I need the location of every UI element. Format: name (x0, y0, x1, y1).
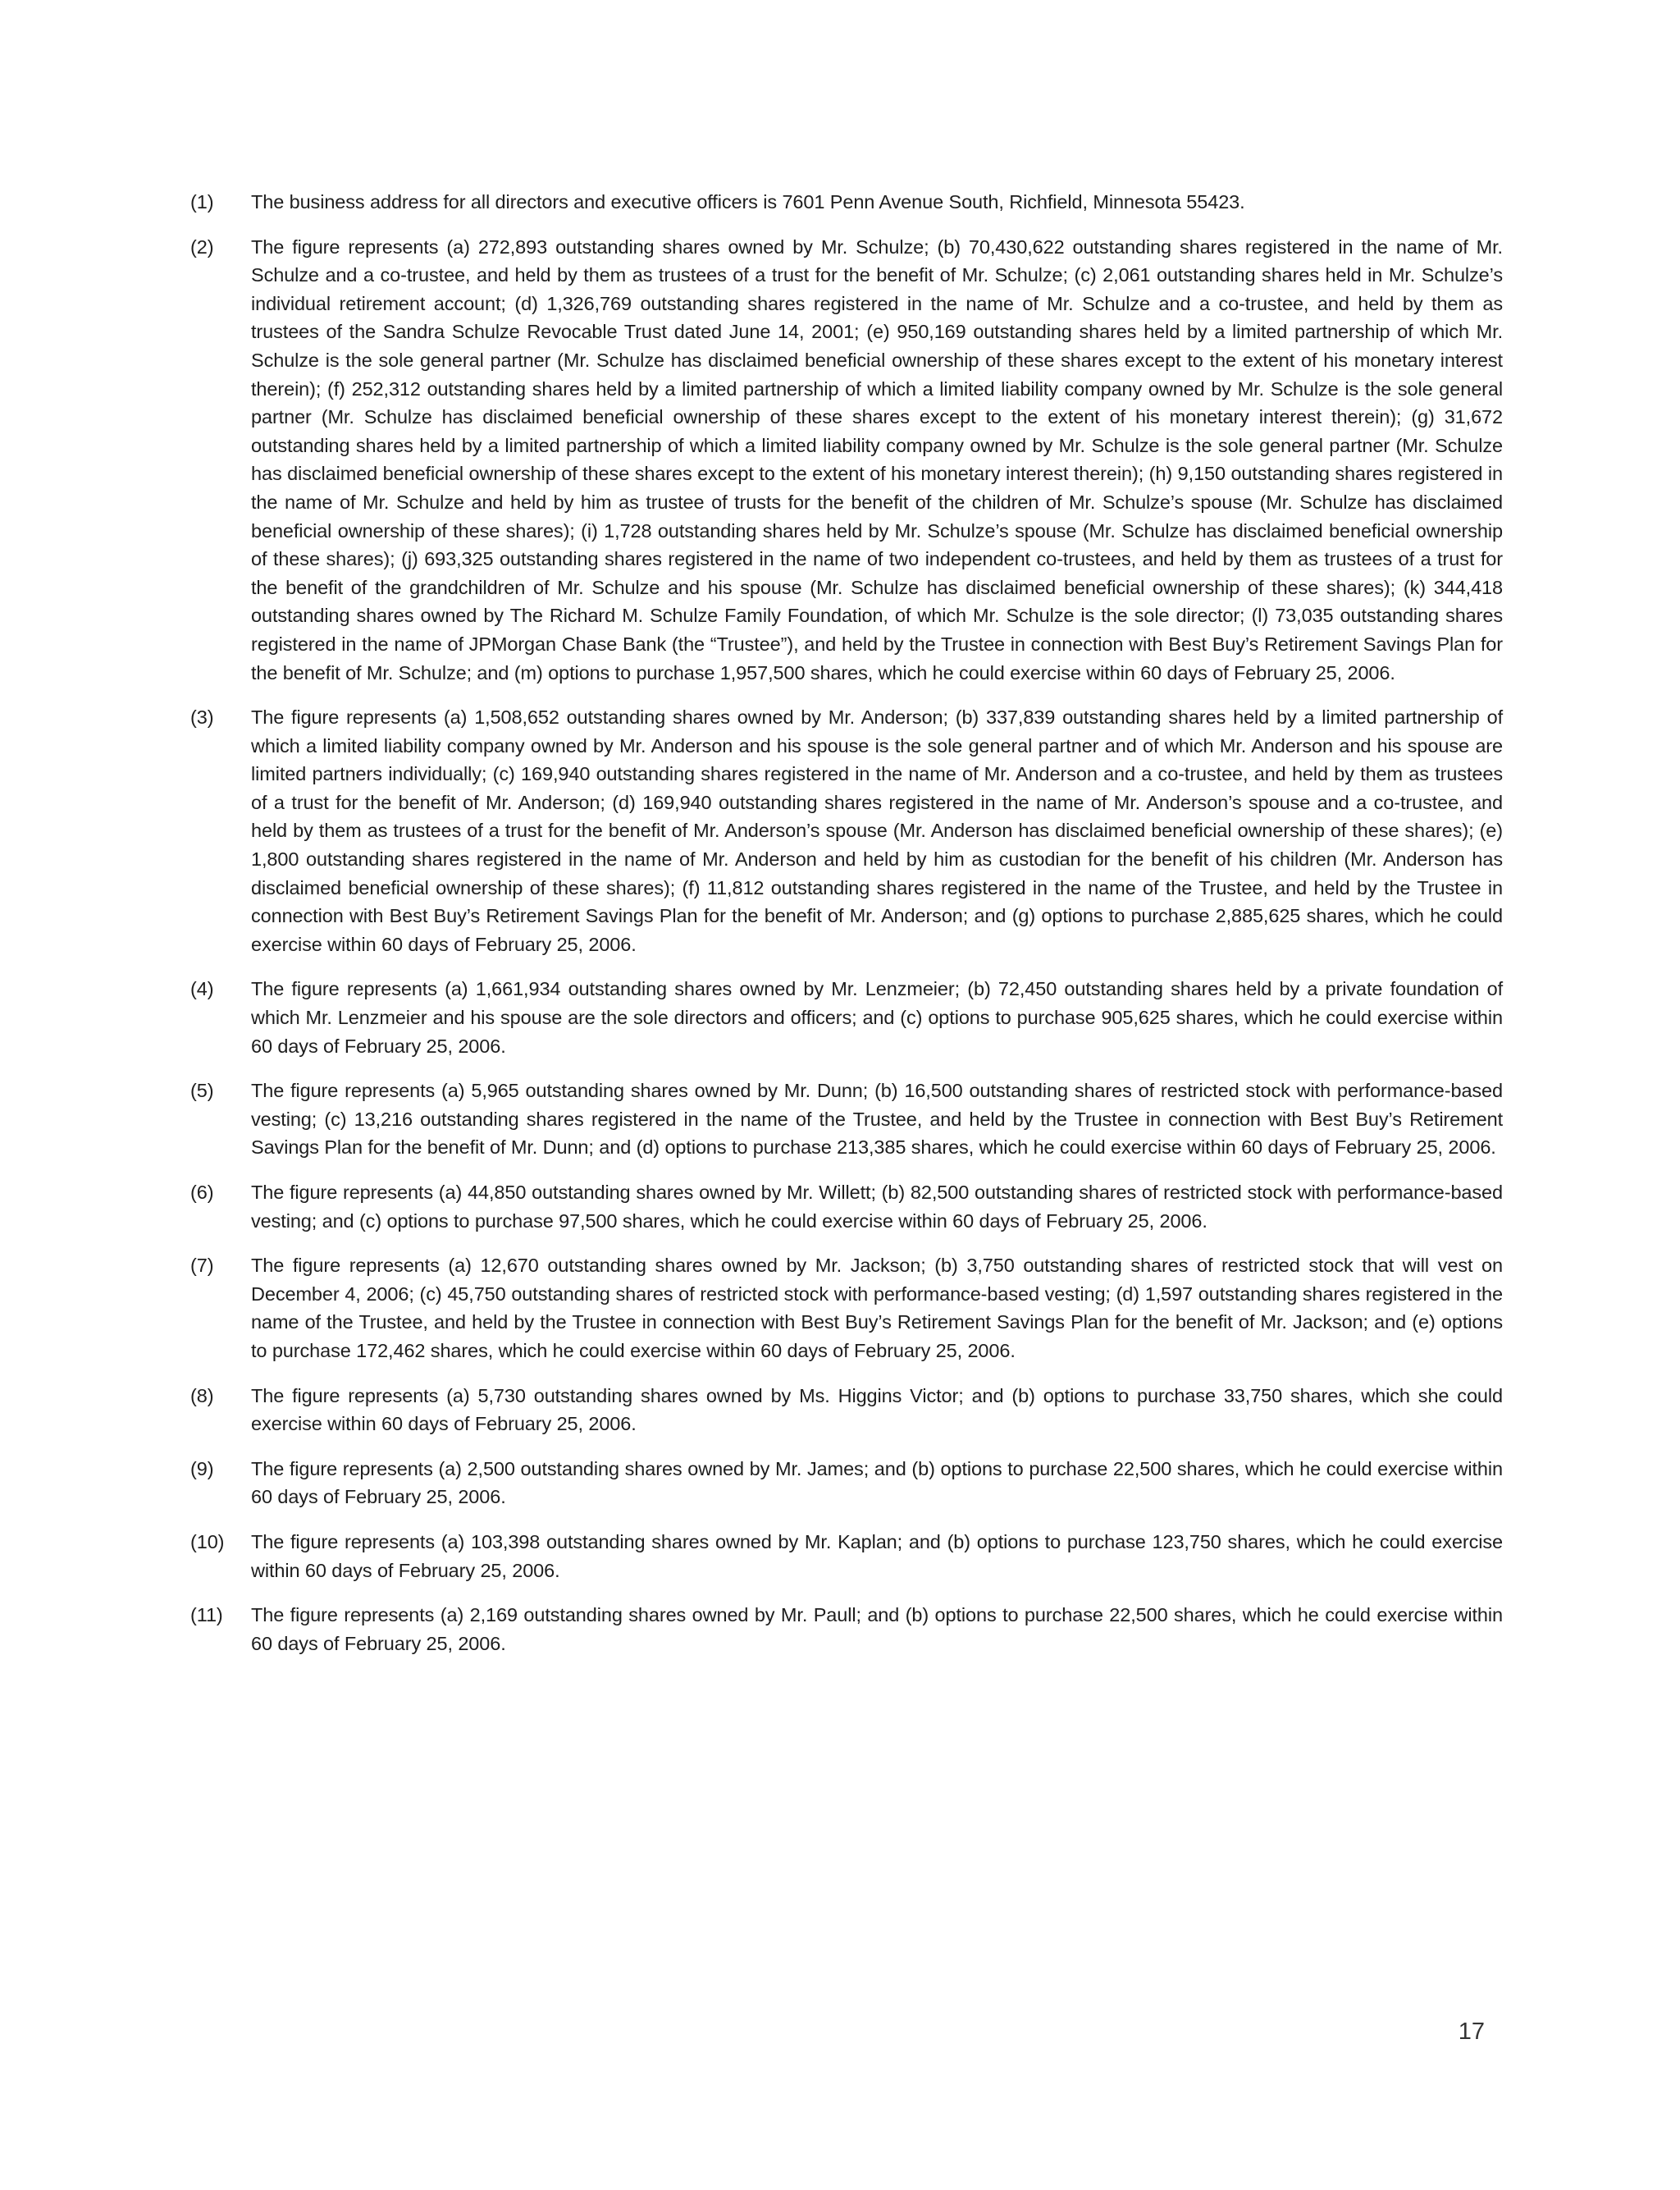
footnote-text: The figure represents (a) 272,893 outstanding shares owned by Mr. Schulze; (b) 70,430,622 outstanding shares registered in the name of Mr. Schulze and a co-trustee, and held by them as trustees of a trust for the benefit of Mr. Schulze; (c) 2,061 outstanding shares held in Mr. Schulze’s individual retirement account; (d) 1,326,769 outstanding shares registered in the name of Mr. Schulze and a co-trustee, and held by them as trustees of the Sandra Schulze Revocable Trust dated June 14, 2001; (e) 950,169 outstanding shares held by a limited partnership of which Mr. Schulze is the sole general partner (Mr. Schulze has disclaimed beneficial ownership of these shares except to the extent of his monetary interest therein); (f) 252,312 outstanding shares held by a limited partnership of which a limited liability company owned by Mr. Schulze is the sole general partner (Mr. Schulze has disclaimed beneficial ownership of these shares except to the extent of his monetary interest therein); (g) 31,672 outstanding shares held by a limited partnership of which a limited liability company owned by Mr. Schulze is the sole general partner (Mr. Schulze has disclaimed beneficial ownership of these shares except to the extent of his monetary interest therein); (h) 9,150 outstanding shares registered in the name of Mr. Schulze and held by him as trustee of trusts for the benefit of the children of Mr. Schulze’s spouse (Mr. Schulze has disclaimed beneficial ownership of these shares); (i) 1,728 outstanding shares held by Mr. Schulze’s spouse (Mr. Schulze has disclaimed beneficial ownership of these shares); (j) 693,325 outstanding shares registered in the name of two independent co-trustees, and held by them as trustees of a trust for the benefit of the grandchildren of Mr. Schulze and his spouse (Mr. Schulze has disclaimed beneficial ownership of these shares); (k) 344,418 outstanding shares owned by The Richard M. Schulze Family Foundation, of which Mr. Schulze is the sole director; (l) 73,035 outstanding shares registered in the name of JPMorgan Chase Bank (the “Trustee”), and held by the Trustee in connection with Best Buy’s Retirement Savings Plan for the benefit of Mr. Schulze; and (m) options to purchase 1,957,500 shares, which he could exercise within 60 days of February 25, 2006. (251, 235, 1503, 684)
footnote-3 (190, 703, 1503, 958)
footnote-number: (8) (190, 1384, 214, 1406)
footnote-number: (7) (190, 1255, 214, 1277)
footnotes-list (190, 188, 1503, 1674)
footnote-number: (11) (190, 1604, 223, 1626)
footnote-number: (6) (190, 1182, 214, 1203)
footnote-text: The figure represents (a) 44,850 outstanding shares owned by Mr. Willett; (b) 82,500 outstanding shares of restricted stock with performance-based vesting; and (c) options to purchase 97,500 shares, which he could exercise within 60 days of February 25, 2006. (251, 1182, 1503, 1232)
footnote-4 (190, 975, 1503, 1060)
footnote-5 (190, 1077, 1503, 1162)
footnote-2 (190, 233, 1503, 688)
footnote-6 (190, 1178, 1503, 1235)
footnote-number: (1) (190, 191, 214, 213)
footnote-number: (3) (190, 706, 214, 729)
footnote-7 (190, 1251, 1503, 1365)
footnote-9 (190, 1455, 1503, 1511)
page-number: 17 (1458, 2019, 1485, 2045)
footnote-text: The figure represents (a) 1,661,934 outstanding shares owned by Mr. Lenzmeier; (b) 72,450 outstanding shares held by a private foundation of which Mr. Lenzmeier and his spouse are the sole directors and officers; and (c) options to purchase 905,625 shares, which he could exercise within 60 days of February 25, 2006. (251, 978, 1503, 1057)
footnote-text: The figure represents (a) 2,500 outstanding shares owned by Mr. James; and (b) options to purchase 22,500 shares, which he could exercise within 60 days of February 25, 2006. (251, 1457, 1503, 1508)
footnote-number: (10) (190, 1530, 225, 1552)
footnote-8 (190, 1382, 1503, 1438)
footnote-number: (2) (190, 235, 214, 258)
footnote-text: The figure represents (a) 103,398 outstanding shares owned by Mr. Kaplan; and (b) options to purchase 123,750 shares, which he could exercise within 60 days of February 25, 2006. (251, 1530, 1503, 1581)
footnote-text: The figure represents (a) 2,169 outstanding shares owned by Mr. Paull; and (b) options to purchase 22,500 shares, which he could exercise within 60 days of February 25, 2006. (251, 1604, 1503, 1654)
footnote-number: (4) (190, 978, 214, 1000)
footnote-1 (190, 188, 1503, 217)
footnote-text: The figure represents (a) 1,508,652 outstanding shares owned by Mr. Anderson; (b) 337,839 outstanding shares held by a limited partnership of which a limited liability company owned by Mr. Anderson and his spouse is the sole general partner and of which Mr. Anderson and his spouse are limited partners individually; (c) 169,940 outstanding shares registered in the name of Mr. Anderson and a co-trustee, and held by them as trustees of a trust for the benefit of Mr. Anderson; (d) 169,940 outstanding shares registered in the name of Mr. Anderson’s spouse and a co-trustee, and held by them as trustees of a trust for the benefit of Mr. Anderson’s spouse (Mr. Anderson has disclaimed beneficial ownership of these shares); (e) 1,800 outstanding shares registered in the name of Mr. Anderson and held by him as custodian for the benefit of his children (Mr. Anderson has disclaimed beneficial ownership of these shares); (f) 11,812 outstanding shares registered in the name of the Trustee, and held by the Trustee in connection with Best Buy’s Retirement Savings Plan for the benefit of Mr. Anderson; and (g) options to purchase 2,885,625 shares, which he could exercise within 60 days of February 25, 2006. (251, 706, 1503, 955)
footnote-text: The figure represents (a) 5,965 outstanding shares owned by Mr. Dunn; (b) 16,500 outstanding shares of restricted stock with performance-based vesting; (c) 13,216 outstanding shares registered in the name of the Trustee, and held by the Trustee in connection with Best Buy’s Retirement Savings Plan for the benefit of Mr. Dunn; and (d) options to purchase 213,385 shares, which he could exercise within 60 days of February 25, 2006. (251, 1080, 1503, 1159)
footnote-text: The figure represents (a) 12,670 outstanding shares owned by Mr. Jackson; (b) 3,750 outstanding shares of restricted stock that will vest on December 4, 2006; (c) 45,750 outstanding shares of restricted stock with performance-based vesting; (d) 1,597 outstanding shares registered in the name of the Trustee, and held by the Trustee in connection with Best Buy’s Retirement Savings Plan for the benefit of Mr. Jackson; and (e) options to purchase 172,462 shares, which he could exercise within 60 days of February 25, 2006. (251, 1255, 1503, 1361)
footnote-10 (190, 1528, 1503, 1584)
footnote-text: The figure represents (a) 5,730 outstanding shares owned by Ms. Higgins Victor; and (b) options to purchase 33,750 shares, which she could exercise within 60 days of February 25, 2006. (251, 1384, 1503, 1435)
footnote-number: (5) (190, 1080, 214, 1102)
footnote-11 (190, 1601, 1503, 1657)
footnote-number: (9) (190, 1457, 214, 1479)
footnote-text: The business address for all directors and executive officers is 7601 Penn Avenue South, Richfield, Minnesota 55423. (251, 191, 1245, 213)
